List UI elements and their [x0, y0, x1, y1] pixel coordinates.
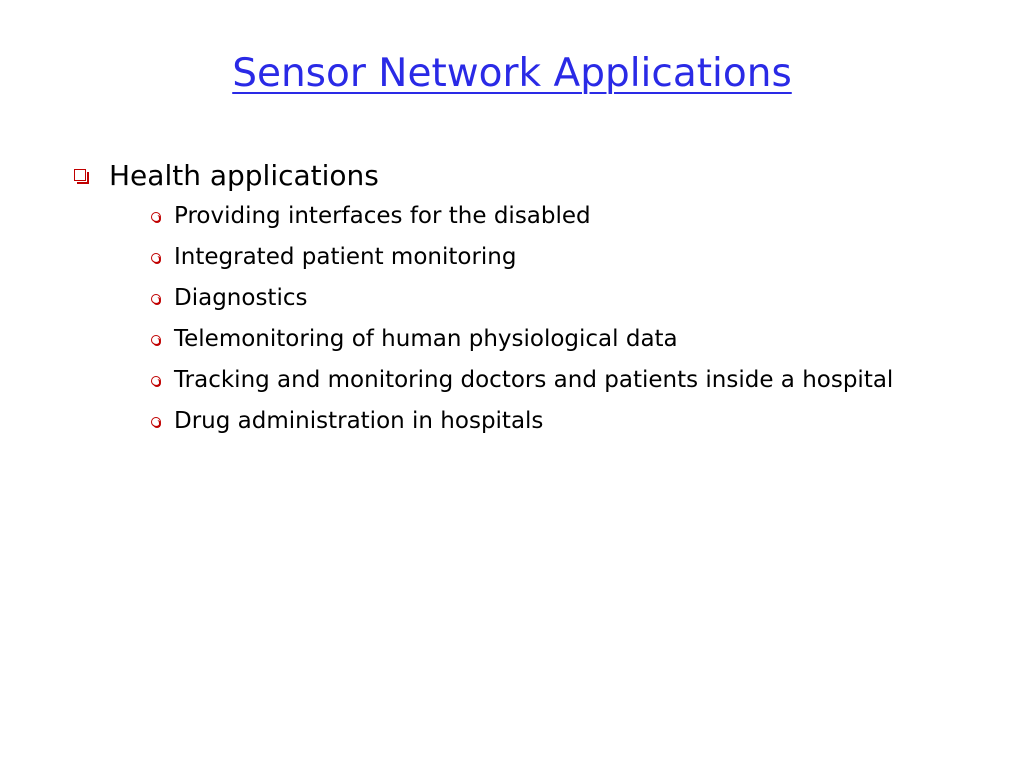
- circle-bullet-icon: [151, 417, 161, 427]
- circle-bullet-icon: [151, 294, 161, 304]
- list-item-text: Tracking and monitoring doctors and patients inside a hospital: [174, 367, 894, 393]
- circle-bullet-icon: [151, 212, 161, 222]
- bullet-list: [72, 156, 972, 446]
- list-item: [151, 323, 894, 356]
- circle-bullet-icon: [151, 335, 161, 345]
- list-item: [151, 241, 894, 274]
- circle-bullet-icon: [151, 253, 161, 263]
- list-item: [151, 405, 894, 438]
- slide-title-text: Sensor Network Applications: [232, 51, 792, 96]
- list-item-text: Providing interfaces for the disabled: [174, 203, 591, 229]
- sub-bullet-list: [109, 200, 972, 438]
- circle-bullet-icon: [151, 376, 161, 386]
- list-item-text: Telemonitoring of human physiological data: [174, 326, 678, 352]
- list-item: [151, 282, 894, 315]
- list-item: [151, 200, 894, 233]
- list-item-text: Diagnostics: [174, 285, 308, 311]
- slide-title: [0, 46, 1024, 102]
- list-item-text: Integrated patient monitoring: [174, 244, 517, 270]
- list-item: [151, 364, 894, 397]
- section-heading: Health applications: [109, 159, 379, 192]
- section-health-applications: [72, 156, 972, 438]
- square-box-icon: [74, 169, 86, 181]
- list-item-text: Drug administration in hospitals: [174, 408, 544, 434]
